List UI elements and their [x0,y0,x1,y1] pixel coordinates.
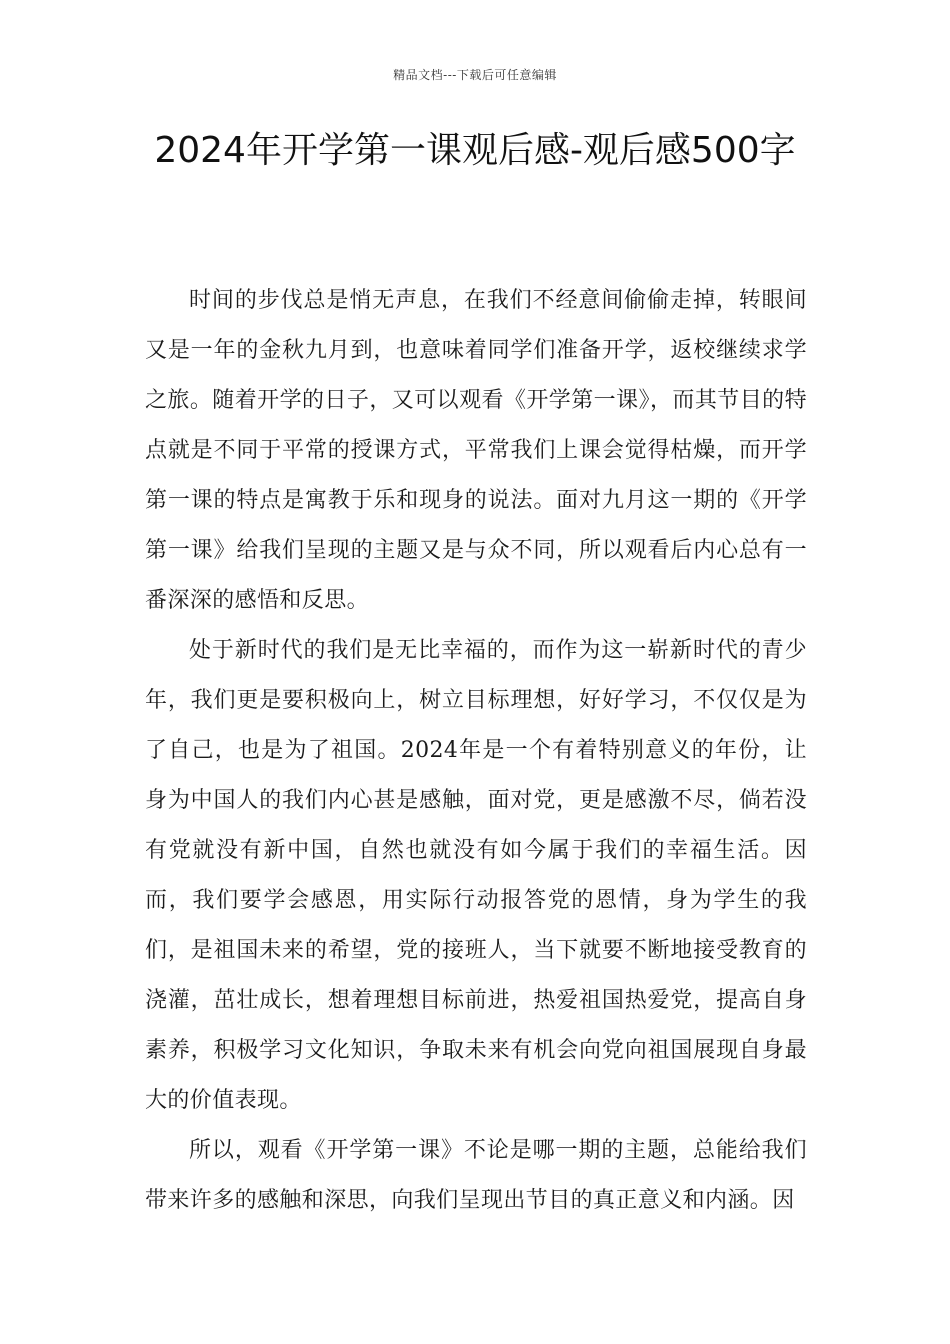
document-body [145,276,807,1226]
body-paragraph: 所以，观看《开学第一课》不论是哪一期的主题，总能给我们带来许多的感触和深思，向我们呈现出节目的真正意义和内涵。因 [145,1138,807,1213]
page-header-note: 精品文档---下载后可任意编辑 [393,68,557,82]
body-paragraph: 时间的步伐总是悄无声息，在我们不经意间偷偷走掉，转眼间又是一年的金秋九月到，也意味着同学们准备开学，返校继续求学之旅。随着开学的日子，又可以观看《开学第一课》，而其节目的特点就是不同于平常的授课方式，平常我们上课会觉得枯燥，而开学第一课的特点是寓教于乐和现身的说法。面对九月这一期的《开学第一课》给我们呈现的主题又是与众不同，所以观看后内心总有一番深深的感悟和反思。 [145,288,807,613]
body-paragraph: 处于新时代的我们是无比幸福的，而作为这一崭新时代的青少年，我们更是要积极向上，树立目标理想，好好学习，不仅仅是为了自己，也是为了祖国。2024年是一个有着特别意义的年份，让身为中国人的我们内心甚是感触，面对党，更是感激不尽，倘若没有党就没有新中国，自然也就没有如今属于我们的幸福生活。因而，我们要学会感恩，用实际行动报答党的恩情，身为学生的我们，是祖国未来的希望，党的接班人，当下就要不断地接受教育的浇灌，茁壮成长，想着理想目标前进，热爱祖国热爱党，提高自身素养，积极学习文化知识，争取未来有机会向党向祖国展现自身最大的价值表现。 [145,638,807,1113]
document-title: 2024年开学第一课观后感-观后感500字 [154,130,796,171]
